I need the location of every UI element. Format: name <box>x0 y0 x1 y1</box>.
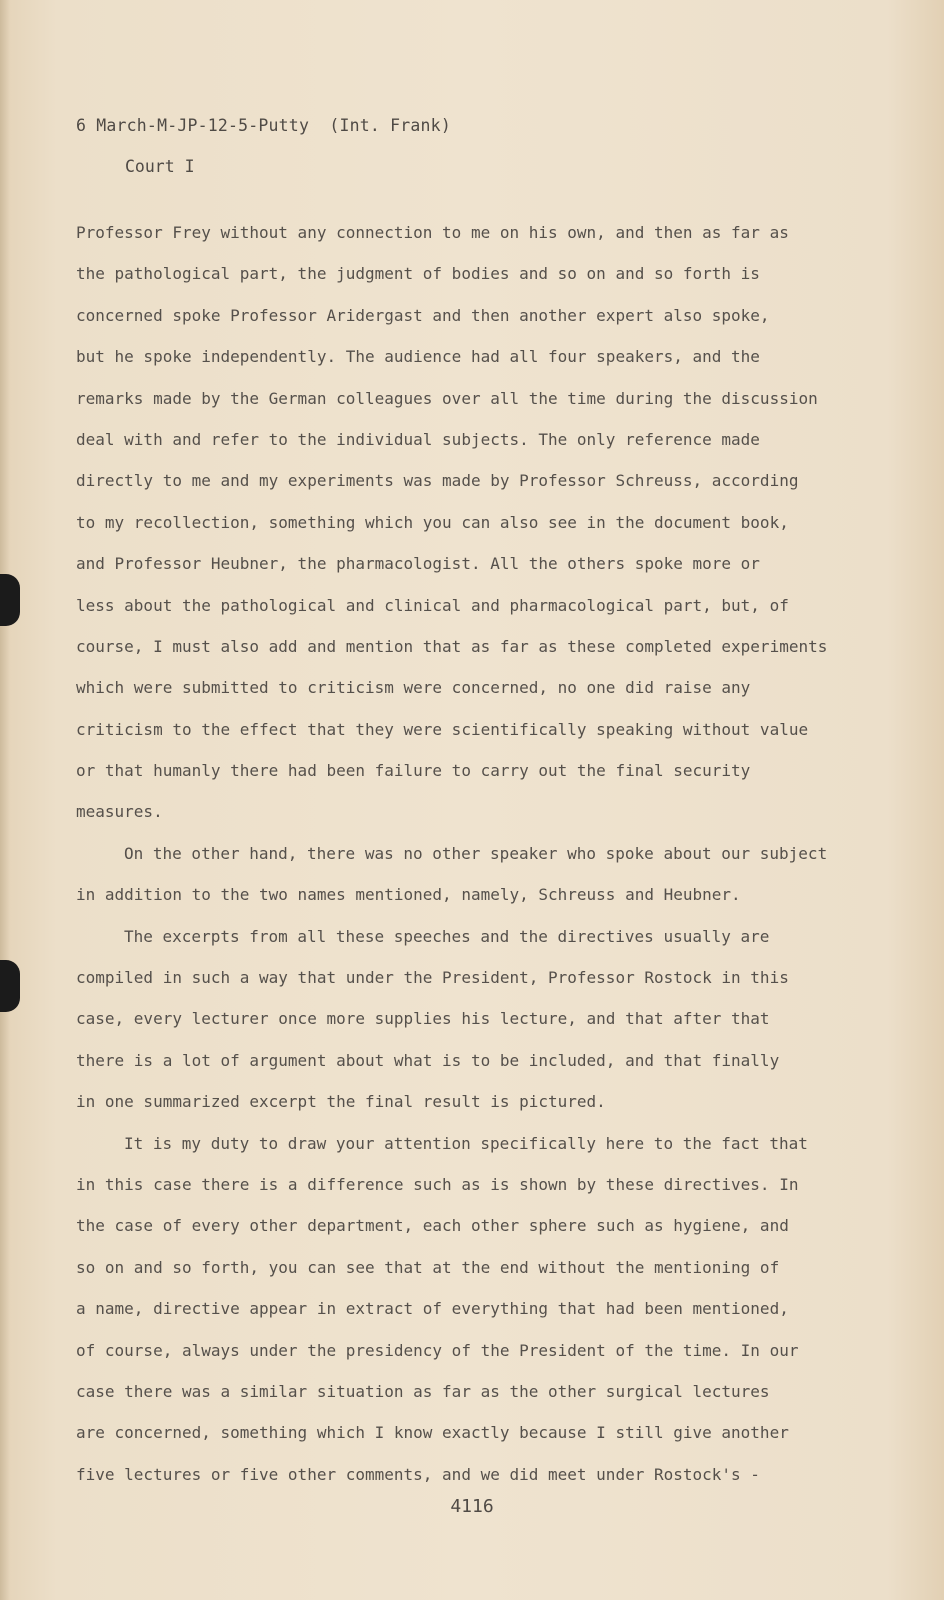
text-line: measures. <box>76 802 163 822</box>
text-line: The excerpts from all these speeches and the directives usually are <box>124 926 770 946</box>
text-line: are concerned, something which I know exactly because I still give another <box>76 1423 789 1443</box>
text-line: case there was a similar situation as far as the other surgical lectures <box>76 1381 770 1401</box>
text-line: a name, directive appear in extract of everything that had been mentioned, <box>76 1299 789 1319</box>
text-line: in one summarized excerpt the final result is pictured. <box>76 1092 606 1112</box>
text-line: five lectures or five other comments, and we did meet under Rostock's - <box>76 1464 760 1484</box>
text-line: It is my duty to draw your attention specifically here to the fact that <box>124 1133 808 1153</box>
text-line: there is a lot of argument about what is to be included, and that finally <box>76 1050 780 1070</box>
text-line: so on and so forth, you can see that at the end without the mentioning of <box>76 1257 780 1277</box>
page-edge-shadow <box>0 0 10 1600</box>
page-number: 4116 <box>450 1496 494 1517</box>
text-line: but he spoke independently. The audience had all four speakers, and the <box>76 347 760 367</box>
text-line: deal with and refer to the individual subjects. The only reference made <box>76 429 760 449</box>
binder-hole <box>0 574 20 626</box>
text-line: in addition to the two names mentioned, namely, Schreuss and Heubner. <box>76 885 741 905</box>
text-line: criticism to the effect that they were scientifically speaking without value <box>76 719 809 739</box>
text-line: which were submitted to criticism were concerned, no one did raise any <box>76 678 751 698</box>
text-line: the pathological part, the judgment of bodies and so on and so forth is <box>76 264 760 284</box>
text-line: On the other hand, there was no other speaker who spoke about our subject <box>124 843 828 863</box>
text-line: remarks made by the German colleagues over all the time during the discussion <box>76 388 818 408</box>
text-line: course, I must also add and mention that as far as these completed experiments <box>76 636 828 656</box>
text-line: to my recollection, something which you can also see in the document book, <box>76 512 789 532</box>
text-line: compiled in such a way that under the President, Professor Rostock in this <box>76 968 789 988</box>
text-line: of course, always under the presidency of the President of the time. In our <box>76 1340 799 1360</box>
text-line: directly to me and my experiments was made by Professor Schreuss, according <box>76 471 799 491</box>
text-line: or that humanly there had been failure to carry out the final security <box>76 761 751 781</box>
text-line: concerned spoke Professor Aridergast and then another expert also spoke, <box>76 305 770 325</box>
document-reference: 6 March-M-JP-12-5-Putty (Int. Frank) <box>76 116 451 135</box>
binder-hole <box>0 960 20 1012</box>
transcript-body <box>76 212 876 1495</box>
text-line: and Professor Heubner, the pharmacologist. All the others spoke more or <box>76 554 760 574</box>
text-line: Professor Frey without any connection to me on his own, and then as far as <box>76 223 789 242</box>
text-line: case, every lecturer once more supplies his lecture, and that after that <box>76 1009 770 1029</box>
text-line: the case of every other department, each other sphere such as hygiene, and <box>76 1216 789 1236</box>
text-line: less about the pathological and clinical and pharmacological part, but, of <box>76 595 789 615</box>
court-label: Court I <box>125 157 195 176</box>
text-line: in this case there is a difference such as is shown by these directives. In <box>76 1174 799 1194</box>
